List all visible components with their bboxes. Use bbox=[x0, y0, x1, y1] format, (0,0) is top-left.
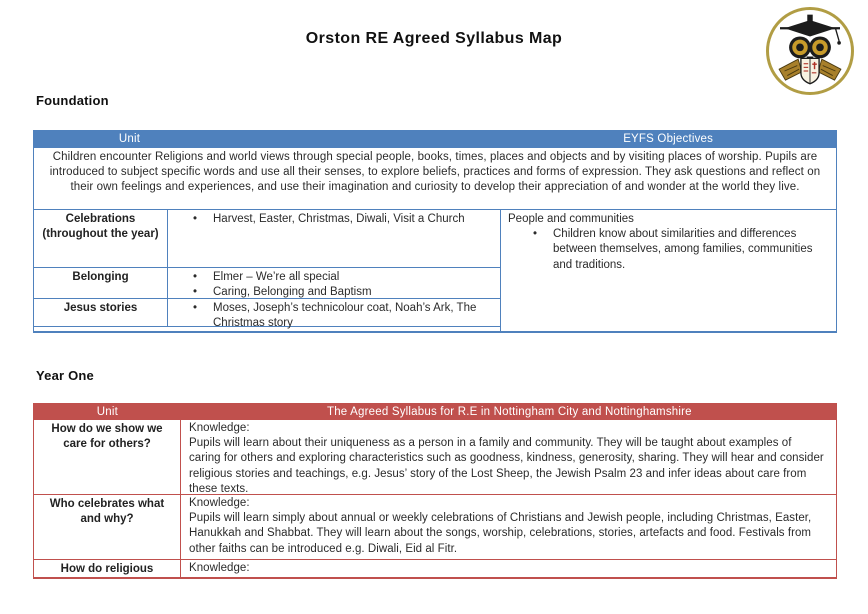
foundation-intro-text: Children encounter Religions and world views through special people, books, times, places and objects and by visiting places of worship. Pupils are introduced to subject specific words and use all their senses, to explore beliefs, practices and forms of expression. They ask questions and reflect on their own feelings and experiences, and use their imagination and curiosity to develop their appreciation of and wonder at the world they live. bbox=[33, 147, 837, 210]
year-one-header-unit: Unit bbox=[96, 405, 118, 418]
table-row bbox=[34, 495, 836, 560]
unit-cell-celebrations: Celebrations (throughout the year) bbox=[34, 210, 168, 267]
year-one-header-syllabus: The Agreed Syllabus for R.E in Nottingham City and Nottinghamshire bbox=[326, 405, 692, 418]
knowledge-text: Pupils will learn simply about annual or weekly celebrations of Christians and Jewish people, including Christmas, Easter, Hanukkah and Shabbat. They will learn about the songs, worship, celebrations, stories, artefacts and food. Festivals from other faiths can be introduced e.g. Diwali, Eid al Fitr. bbox=[189, 512, 812, 555]
knowledge-cell bbox=[181, 420, 836, 494]
year-one-table bbox=[33, 403, 837, 579]
list-item: • Elmer – We’re all special bbox=[191, 270, 496, 285]
year-one-heading: Year One bbox=[36, 368, 94, 383]
list-item: • Children know about similarities and differences between themselves, among families, communities and traditions. bbox=[531, 227, 830, 273]
foundation-unit-rows bbox=[34, 210, 500, 330]
list-item: • Caring, Belonging and Baptism bbox=[191, 285, 496, 300]
items-cell bbox=[168, 210, 500, 267]
list-item: • Harvest, Easter, Christmas, Diwali, Visit a Church bbox=[191, 212, 496, 227]
eyfs-objectives-cell bbox=[500, 210, 836, 332]
year-one-table-header bbox=[33, 403, 837, 420]
foundation-header-objectives: EYFS Objectives bbox=[623, 132, 714, 145]
knowledge-label: Knowledge: bbox=[189, 422, 250, 434]
items-cell bbox=[168, 299, 500, 330]
knowledge-cell bbox=[181, 495, 836, 559]
unit-cell-belonging: Belonging bbox=[34, 268, 168, 298]
unit-cell-how-do-religious: How do religious bbox=[34, 560, 181, 577]
unit-cell-who-celebrates: Who celebrates what and why? bbox=[34, 495, 181, 559]
table-row bbox=[34, 268, 500, 299]
items-cell bbox=[168, 268, 500, 298]
knowledge-label: Knowledge: bbox=[189, 562, 250, 574]
list-item: • Moses, Joseph’s technicolour coat, Noah’s Ark, The Christmas story bbox=[191, 301, 496, 331]
table-row bbox=[34, 210, 500, 268]
knowledge-cell bbox=[181, 560, 836, 577]
table-row bbox=[34, 299, 500, 330]
foundation-table-body bbox=[33, 210, 837, 333]
foundation-table bbox=[33, 130, 837, 333]
unit-cell-care-for-others: How do we show we care for others? bbox=[34, 420, 181, 494]
year-one-table-body bbox=[33, 420, 837, 579]
knowledge-text: Pupils will learn about their uniqueness as a person in a family and community. They will be taught about examples of caring for others and exploring characteristics such as goodness, kindness, generosity, sharing. They will hear and consider religious stories and teachings, e.g. Jesus’ story of the Lost Sheep, the Jewish Psalm 23 and infer ideas about care from these texts. bbox=[189, 437, 824, 495]
foundation-heading: Foundation bbox=[36, 93, 109, 108]
unit-cell-jesus-stories: Jesus stories bbox=[34, 299, 168, 326]
table-row bbox=[34, 560, 836, 577]
knowledge-label: Knowledge: bbox=[189, 497, 250, 509]
foundation-header-unit: Unit bbox=[118, 132, 141, 145]
owl-graduate-icon bbox=[770, 11, 850, 91]
page-title: Orston RE Agreed Syllabus Map bbox=[305, 30, 563, 47]
foundation-table-header bbox=[33, 130, 837, 147]
table-row bbox=[34, 420, 836, 495]
school-logo bbox=[766, 7, 854, 95]
objectives-title: People and communities bbox=[508, 213, 634, 225]
